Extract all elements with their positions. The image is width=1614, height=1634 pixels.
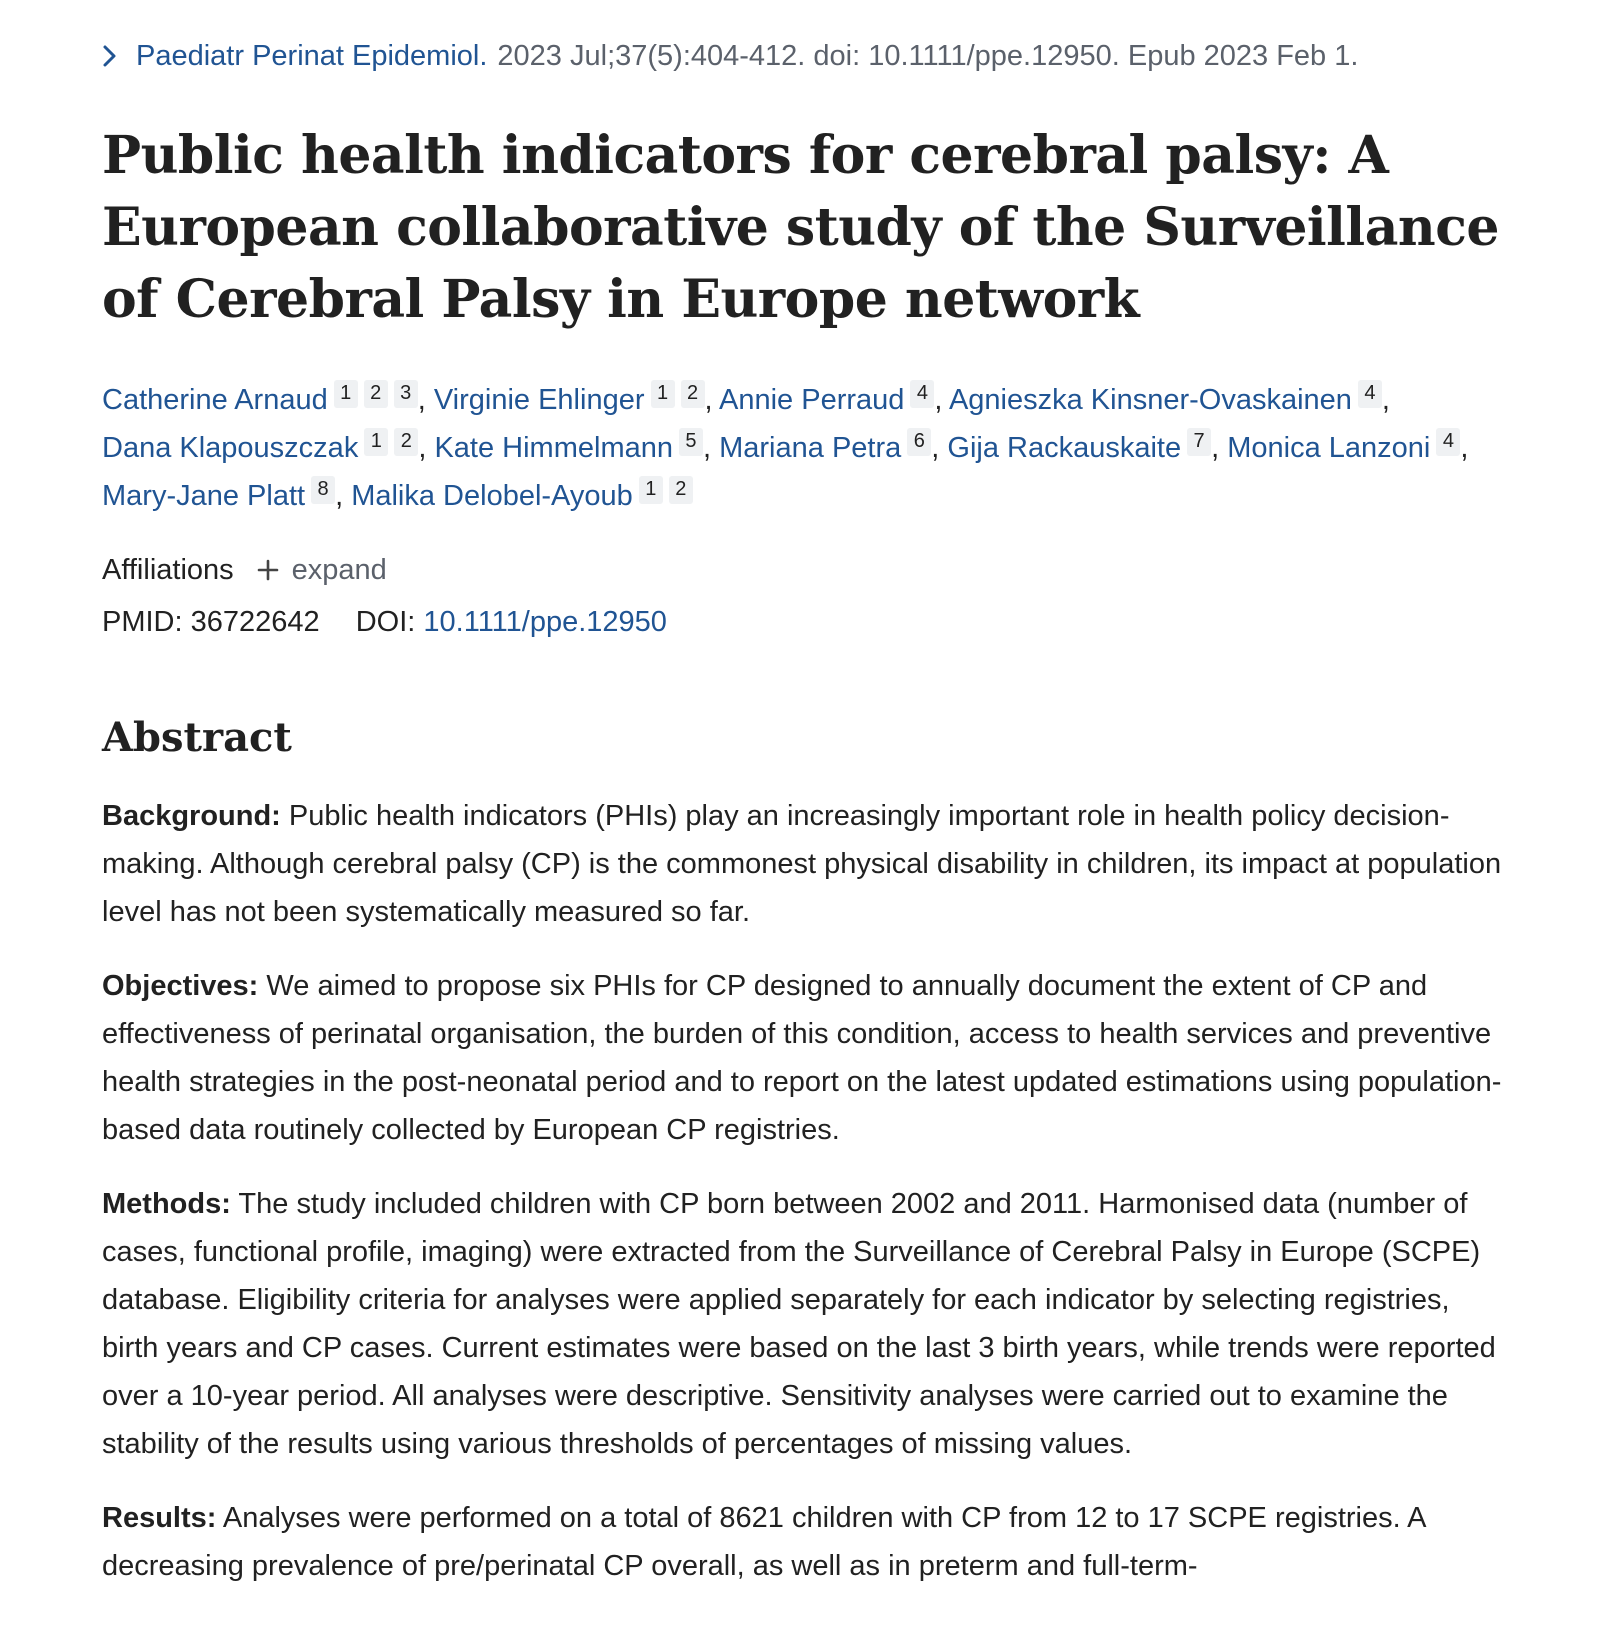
section-label: Methods: — [102, 1188, 231, 1220]
section-text: We aimed to propose six PHIs for CP designed to annually document the extent of CP and effectiveness of perinatal organisation, the burden of this condition, access to health services and preventive health strategies in the post-neonatal period and to report on the latest updated estimations using population-based data routinely collected by European CP registries. — [102, 970, 1502, 1146]
affiliation-ref[interactable]: 1 — [639, 476, 663, 504]
affiliation-ref[interactable]: 1 — [651, 380, 675, 408]
author-link[interactable]: Dana Klapouszczak — [102, 432, 359, 464]
author-item — [949, 384, 1382, 416]
citation-details: 2023 Jul;37(5):404-412. doi: 10.1111/ppe.12950. Epub 2023 Feb 1. — [497, 40, 1359, 72]
author-link[interactable]: Virginie Ehlinger — [433, 384, 645, 416]
affiliation-ref[interactable]: 4 — [1436, 428, 1460, 456]
section-text: Public health indicators (PHIs) play an increasingly important role in health policy decision-making. Although cerebral palsy (CP) is the commonest physical disability in children, its impact at population level has not been systematically measured so far. — [102, 800, 1502, 928]
affiliation-ref[interactable]: 8 — [311, 476, 335, 504]
author-item — [719, 432, 931, 464]
author-separator: , — [1381, 384, 1390, 416]
article-title: Public health indicators for cerebral palsy: A European collaborative study of the Surveillance of Cerebral Palsy in Europe network — [102, 125, 1499, 330]
abstract-methods — [102, 1180, 1514, 1468]
affiliation-ref[interactable]: 4 — [910, 380, 934, 408]
author-item — [351, 480, 693, 512]
author-link[interactable]: Malika Delobel-Ayoub — [351, 480, 633, 512]
section-label: Objectives: — [102, 970, 259, 1002]
author-separator: , — [335, 480, 352, 512]
citation-line — [102, 36, 1514, 76]
section-label: Background: — [102, 800, 281, 832]
affiliation-ref[interactable]: 2 — [394, 428, 418, 456]
expand-label: expand — [291, 554, 387, 586]
section-label: Results: — [102, 1502, 217, 1534]
affiliation-ref[interactable]: 7 — [1187, 428, 1211, 456]
author-list — [102, 376, 1514, 520]
journal-link[interactable]: Paediatr Perinat Epidemiol. — [136, 40, 488, 72]
author-item — [1227, 432, 1460, 464]
author-separator: , — [417, 384, 434, 416]
doi-label: DOI: — [355, 606, 416, 638]
author-item — [102, 384, 418, 416]
affiliation-ref[interactable]: 2 — [669, 476, 693, 504]
abstract-background — [102, 792, 1514, 936]
author-item — [947, 432, 1211, 464]
author-item — [102, 432, 418, 464]
author-separator: , — [934, 384, 949, 416]
author-separator: , — [1460, 432, 1469, 464]
affiliation-ref[interactable]: 1 — [364, 428, 388, 456]
affiliation-ref[interactable]: 1 — [334, 380, 358, 408]
pmid-label: PMID: — [102, 606, 183, 638]
author-link[interactable]: Catherine Arnaud — [102, 384, 328, 416]
expand-affiliations-button[interactable] — [254, 548, 387, 592]
author-item — [102, 480, 335, 512]
author-separator: , — [418, 432, 435, 464]
author-item — [719, 384, 934, 416]
affiliation-ref[interactable]: 4 — [1358, 380, 1382, 408]
affiliation-ref[interactable]: 2 — [364, 380, 388, 408]
affiliation-ref[interactable]: 6 — [907, 428, 931, 456]
author-separator: , — [1211, 432, 1228, 464]
author-link[interactable]: Monica Lanzoni — [1227, 432, 1431, 464]
chevron-right-icon[interactable] — [102, 36, 128, 76]
affiliation-ref[interactable]: 2 — [681, 380, 705, 408]
affiliations-row — [102, 548, 1514, 592]
author-link[interactable]: Kate Himmelmann — [434, 432, 673, 464]
identifiers-row — [102, 600, 1514, 644]
abstract-objectives — [102, 962, 1514, 1154]
affiliation-ref[interactable]: 3 — [394, 380, 418, 408]
abstract-body — [102, 792, 1514, 1590]
author-item — [434, 432, 703, 464]
author-link[interactable]: Mariana Petra — [719, 432, 902, 464]
author-separator: , — [931, 432, 948, 464]
pmid-value: 36722642 — [190, 606, 320, 638]
affiliations-label: Affiliations — [102, 554, 234, 586]
affiliation-ref[interactable]: 5 — [679, 428, 703, 456]
plus-icon — [254, 556, 282, 584]
author-separator: , — [702, 432, 720, 464]
author-separator: , — [704, 384, 720, 416]
section-text: Analyses were performed on a total of 8621 children with CP from 12 to 17 SCPE registries. A decreasing prevalence of pre/perinatal CP overall, as well as in preterm and full-term- — [102, 1502, 1425, 1582]
author-link[interactable]: Annie Perraud — [719, 384, 905, 416]
author-link[interactable]: Agnieszka Kinsner-Ovaskainen — [948, 384, 1352, 416]
section-text: The study included children with CP born between 2002 and 2011. Harmonised data (number of cases, functional profile, imaging) were extracted from the Surveillance of Cerebral Palsy in Europe (SCPE) database. Eligibility criteria for analyses were applied separately for each indicator by selecting registries, birth years and CP cases. Current estimates were based on the last 3 birth years, while trends were reported over a 10-year period. All analyses were descriptive. Sensitivity analyses were carried out to examine the stability of the results using various thresholds of percentages of missing values. — [102, 1188, 1496, 1460]
doi-link[interactable]: 10.1111/ppe.12950 — [423, 606, 667, 638]
abstract-results — [102, 1494, 1514, 1590]
author-link[interactable]: Gija Rackauskaite — [947, 432, 1182, 464]
abstract-heading: Abstract — [102, 714, 292, 761]
author-item — [434, 384, 705, 416]
author-link[interactable]: Mary-Jane Platt — [102, 480, 306, 512]
